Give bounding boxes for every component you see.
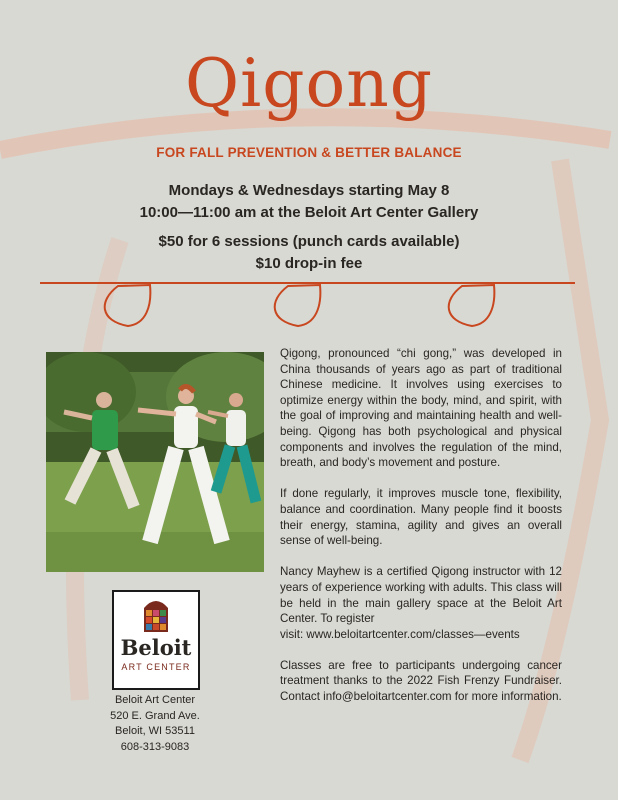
leaf-divider (0, 276, 618, 336)
address-city: Beloit, WI 53511 (115, 725, 195, 737)
paragraph-instructor-text: Nancy Mayhew is a certified Qigong instructor with 12 years of experience working with adults. This class will be held in the main gallery space at the Beloit Art Center. To register (280, 565, 562, 626)
schedule-time-location: 10:00—11:00 am at the Beloit Art Center Gallery (139, 204, 479, 221)
page-title: Qigong (185, 45, 433, 122)
qigong-class-photo (46, 352, 264, 572)
beloit-art-center-logo (112, 590, 200, 690)
register-link[interactable]: visit: www.beloitartcenter.com/classes—events (280, 627, 520, 641)
paragraph-free-classes: Classes are free to participants undergoing cancer treatment thanks to the 2022 Fish Frenzy Fundraiser. Contact info@beloitartcenter.com for more information. (280, 658, 562, 704)
address-org: Beloit Art Center (114, 694, 196, 706)
price-drop-in: $10 drop-in fee (255, 255, 363, 272)
paragraph-benefits: If done regularly, it improves muscle tone, flexibility, balance and coordination. Many people find it boosts their energy, stamina, agility and gives an overall sense of well-being. (280, 487, 562, 548)
schedule-block (0, 180, 618, 224)
paragraph-instructor (280, 564, 562, 626)
address-street: 520 E. Grand Ave. (110, 709, 200, 722)
address-block (90, 693, 220, 755)
address-phone: 608-313-9083 (120, 740, 190, 753)
leaf-icon (105, 285, 151, 326)
leaf-icon (275, 285, 321, 326)
stained-glass-window-icon (114, 592, 198, 636)
logo-name: Beloit (120, 635, 192, 660)
paragraph-about: Qigong, pronounced “chi gong,” was developed in China thousands of years ago as part of traditional Chinese medicine. It involves using exercises to optimize energy within the body, mind, and spirit, with the goal of improving and maintaining health and well-being. Qigong has both psychological and physical components and involves the regulation of the mind, breath, and body’s movement and posture. (280, 347, 562, 470)
schedule-days: Mondays & Wednesdays starting May 8 (168, 182, 450, 199)
leaf-icon (449, 285, 495, 326)
logo-subtitle: ART CENTER (121, 662, 191, 672)
description-text (280, 346, 562, 720)
pricing-block (0, 231, 618, 275)
page-subtitle: FOR FALL PREVENTION & BETTER BALANCE (156, 145, 462, 160)
price-sessions: $50 for 6 sessions (punch cards available) (158, 233, 460, 250)
